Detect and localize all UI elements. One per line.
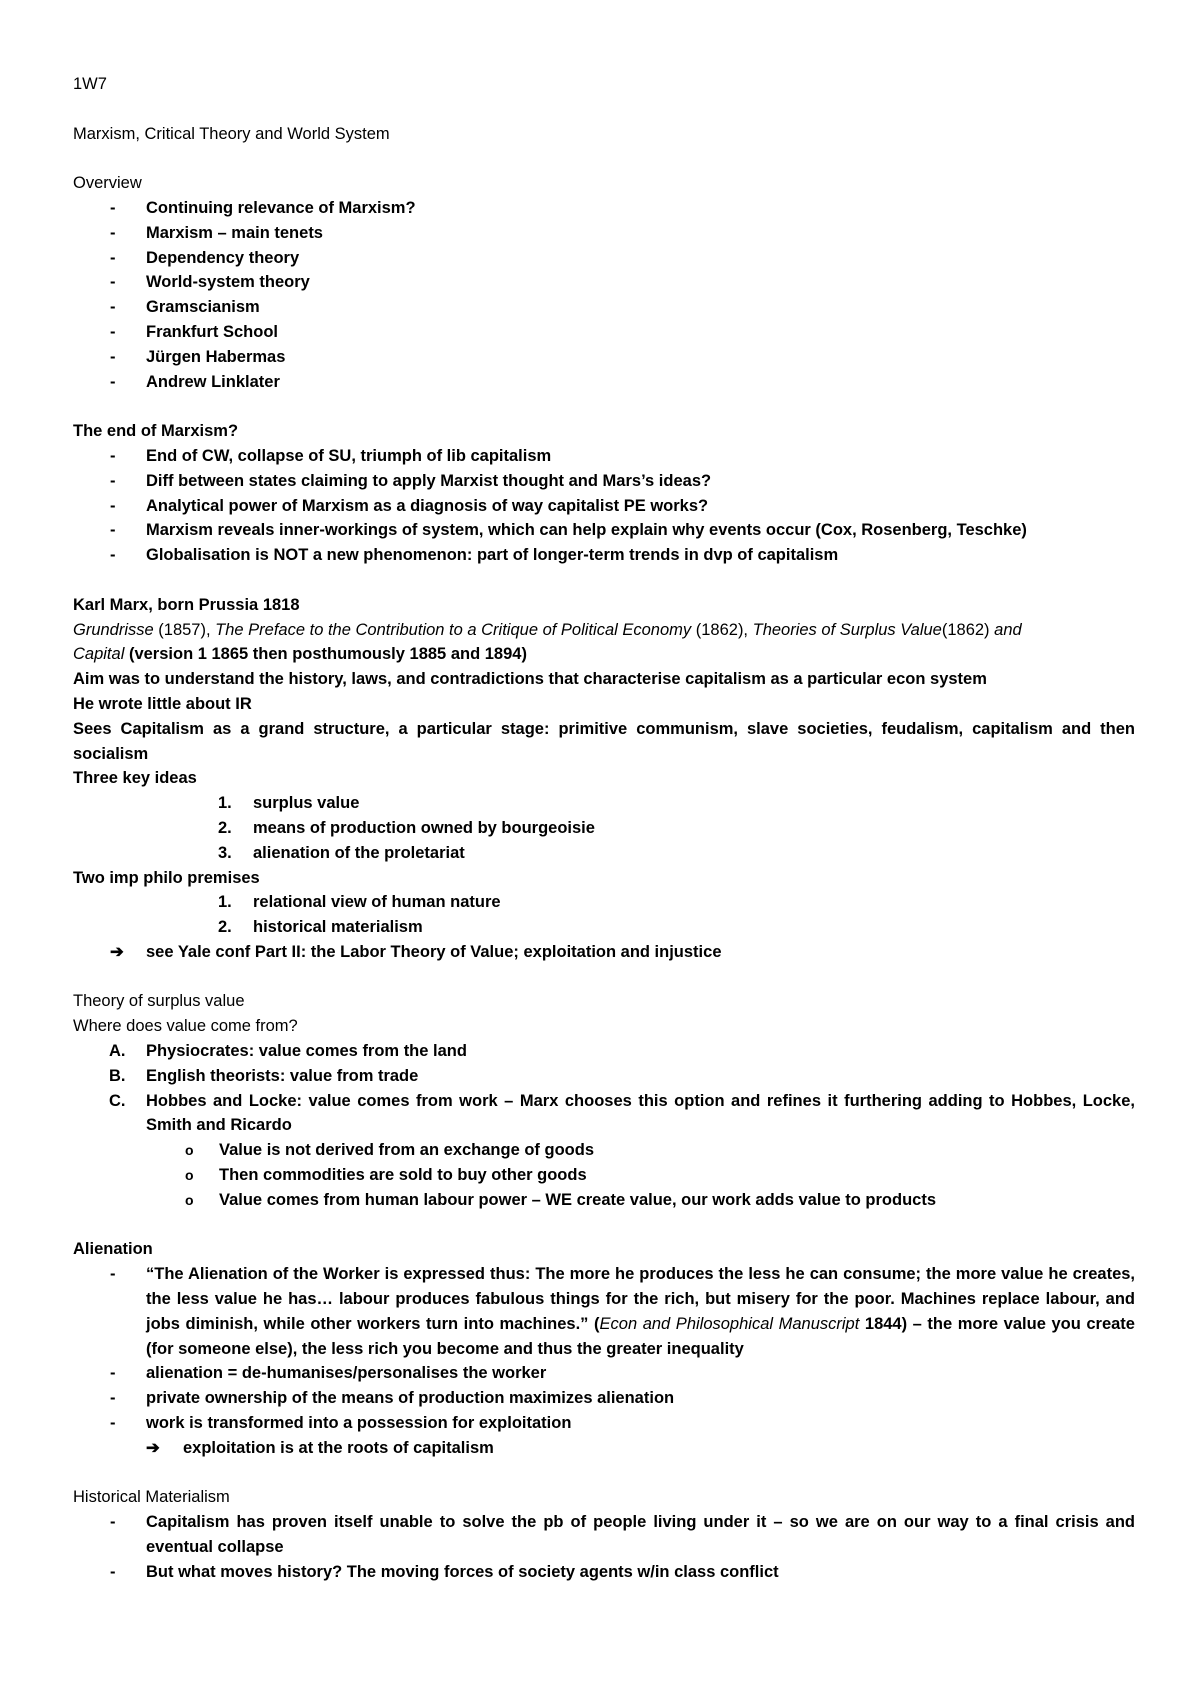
historical-list [73,1510,1135,1584]
list-item: o Value is not derived from an exchange of goods [73,1138,1135,1163]
list-item: - But what moves history? The moving forces of society agents w/in class conflict [73,1560,1135,1585]
list-text: historical materialism [253,918,423,937]
list-text: English theorists: value from trade [146,1066,419,1085]
alienation-list [73,1262,1135,1436]
surplus-sub-list [73,1138,1135,1212]
list-item [73,791,1135,816]
page-title: Marxism, Critical Theory and World System [73,124,390,143]
list-text: see Yale conf Part II: the Labor Theory of Value; exploitation and injustice [146,942,722,961]
list-item: - work is transformed into a possession for exploitation [73,1411,1135,1436]
key-ideas-list [73,791,1135,865]
marx-ir: He wrote little about IR [73,694,252,713]
work-title: The Preface to the Contribution to a Critique of Political Economy [215,620,692,639]
list-item: - Frankfurt School [73,320,1135,345]
list-number: 3. [218,843,232,862]
list-item: - Continuing relevance of Marxism? [73,196,1135,221]
list-text: alienation of the proletariat [253,843,465,862]
list-item: - End of CW, collapse of SU, triumph of lib capitalism [73,444,1135,469]
overview-list [73,196,1135,394]
see-also-list [73,940,1135,965]
list-item: - Gramscianism [73,295,1135,320]
work-year: (1862), [691,620,753,639]
list-item [73,890,1135,915]
historical-heading: Historical Materialism [73,1488,230,1507]
overview-heading: Overview [73,174,142,193]
quote-source: Econ and Philosophical Manuscript [599,1314,860,1333]
list-text: Physiocrates: value comes from the land [146,1042,467,1061]
alienation-heading: Alienation [73,1240,153,1259]
surplus-question: Where does value come from? [73,1017,298,1036]
list-item [73,841,1135,866]
document-page [73,72,1135,1585]
marx-works [73,618,1135,668]
key-ideas-heading: Three key ideas [73,769,197,788]
arrow-right-icon: ➔ [146,1438,160,1457]
marx-stages: Sees Capitalism as a grand structure, a particular stage: primitive communism, slave societies, feudalism, capitalism and then socialism [73,719,1135,763]
surplus-options [73,1039,1135,1138]
list-item: - Andrew Linklater [73,370,1135,395]
arrow-right-icon: ➔ [110,942,124,961]
list-item: - Jürgen Habermas [73,345,1135,370]
work-year: (version 1 1865 then posthumously 1885 and 1894) [124,645,527,664]
list-item [73,1262,1135,1361]
work-title: Capital [73,645,125,664]
list-item: - private ownership of the means of production maximizes alienation [73,1386,1135,1411]
marx-aim: Aim was to understand the history, laws, and contradictions that characterise capitalism as a particular econ system [73,670,987,689]
list-item: o Value comes from human labour power – WE create value, our work adds value to products [73,1188,1135,1213]
surplus-heading: Theory of surplus value [73,992,245,1011]
list-text: exploitation is at the roots of capitalism [183,1438,494,1457]
alienation-conclusion [73,1436,1135,1461]
list-item: - Dependency theory [73,246,1135,271]
work-year: (1862) [941,620,995,639]
list-letter: B. [109,1066,126,1085]
list-item [73,1064,1135,1089]
list-letter: C. [109,1091,126,1110]
quote-text: 1844) – the more value you create (for someone else), the less rich you become and thus the greater inequality [146,1314,1135,1358]
list-item: - Diff between states claiming to apply Marxist thought and Mars’s ideas? [73,469,1135,494]
list-text: Hobbes and Locke: value comes from work – Marx chooses this option and refines it furthering adding to Hobbes, Locke, Smith and Ricardo [146,1091,1135,1135]
work-title: Theories of Surplus Value [752,620,942,639]
list-number: 2. [218,918,232,937]
list-text: surplus value [253,794,360,813]
list-item: - Marxism reveals inner-workings of system, which can help explain why events occur (Cox, Rosenberg, Teschke) [73,518,1135,543]
list-text: means of production owned by bourgeoisie [253,818,595,837]
list-number: 1. [218,794,232,813]
list-item: o Then commodities are sold to buy other goods [73,1163,1135,1188]
end-of-marxism-heading: The end of Marxism? [73,422,239,441]
list-item: - Marxism – main tenets [73,221,1135,246]
list-item [73,940,1135,965]
list-item: - World-system theory [73,270,1135,295]
premises-heading: Two imp philo premises [73,868,260,887]
end-of-marxism-list [73,444,1135,568]
list-number: 1. [218,893,232,912]
list-item [73,1039,1135,1064]
work-title: Grundrisse [73,620,154,639]
course-code: 1W7 [73,75,107,93]
work-year: (1857), [153,620,216,639]
quote-text: “The Alienation of the Worker is expressed thus: The more he produces the less he can consume; the more value he creates, the less value he has… labour produces fabulous things for the rich, but misery for the poor. Machines replace labour, and jobs diminish, while other workers turn into machines.” ( [146,1265,1135,1333]
marx-heading: Karl Marx, born Prussia 1818 [73,595,300,614]
list-letter: A. [109,1042,126,1061]
premises-list [73,890,1135,940]
list-item [73,915,1135,940]
list-text: relational view of human nature [253,893,501,912]
list-item [73,1436,1135,1461]
list-item [73,1089,1135,1139]
work-conjunction: and [994,620,1022,639]
list-item [73,816,1135,841]
list-number: 2. [218,818,232,837]
list-item: - Capitalism has proven itself unable to solve the pb of people living under it – so we are on our way to a final crisis and eventual collapse [73,1510,1135,1560]
list-item: - Globalisation is NOT a new phenomenon: part of longer-term trends in dvp of capitalism [73,543,1135,568]
list-item: - Analytical power of Marxism as a diagnosis of way capitalist PE works? [73,494,1135,519]
list-item: - alienation = de-humanises/personalises the worker [73,1361,1135,1386]
